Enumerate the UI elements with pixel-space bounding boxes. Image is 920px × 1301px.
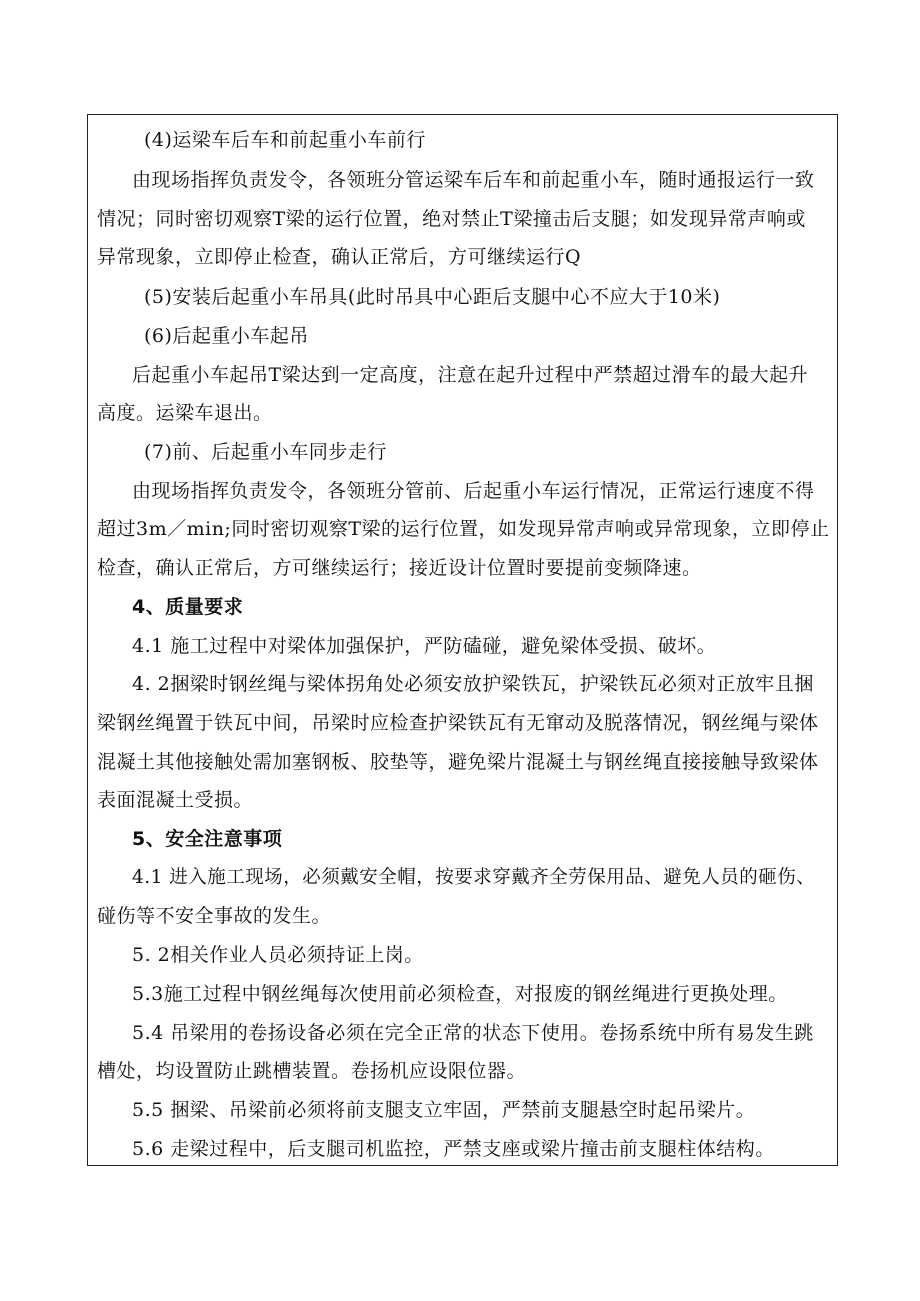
item-5-4-text-line-2: 槽处，均设置防止跳槽装置。卷扬机应设限位器。 (97, 1060, 527, 1082)
item-5-1-text-line-1: 4.1 进入施工现场，必须戴安全帽，按要求穿戴齐全劳保用品、避免人员的砸伤、 (132, 867, 816, 888)
step-7-text-line-3: 检查，确认正常后，方可继续运行；接近设计位置时要提前变频降速。 (97, 557, 702, 579)
item-4-2-text-line-1: 4. 2捆梁时钢丝绳与梁体拐角处必须安放护梁铁瓦，护梁铁瓦必须对正放牢且捆 (132, 673, 814, 695)
step-7-heading: (7)前、后起重小车同步走行 (144, 441, 387, 463)
step-4-heading: (4)运梁车后车和前起重小车前行 (144, 129, 426, 151)
item-5-3-text: 5.3施工过程中钢丝绳每次使用前必须检查，对报废的钢丝绳进行更换处理。 (132, 983, 788, 1005)
item-5-1-text-line-2: 碰伤等不安全事故的发生。 (97, 905, 332, 927)
item-5-4-text-line-1: 5.4 吊梁用的卷扬设备必须在完全正常的状态下使用。卷扬系统中所有易发生跳 (132, 1022, 814, 1044)
item-4-2-text-line-3: 混凝土其他接触处需加塞钢板、胶垫等，避免梁片混凝土与钢丝绳直接接触导致梁体 (97, 751, 819, 773)
item-5-5-text: 5.5 捆梁、吊梁前必须将前支腿支立牢固，严禁前支腿悬空时起吊梁片。 (132, 1099, 756, 1121)
step-5-heading: (5)安装后起重小车吊具(此时吊具中心距后支腿中心不应大于10米) (144, 286, 721, 308)
step-6-text-line-2: 高度。运梁车退出。 (97, 402, 273, 424)
item-5-6-text: 5.6 走梁过程中，后支腿司机监控，严禁支座或梁片撞击前支腿柱体结构。 (132, 1138, 775, 1160)
step-7-text-line-2: 超过3m／min;同时密切观察T梁的运行位置，如发现异常声响或异常现象，立即停止 (97, 518, 830, 540)
item-4-2-text-line-2: 梁钢丝绳置于铁瓦中间，吊梁时应检查护梁铁瓦有无窜动及脱落情况，钢丝绳与梁体 (97, 712, 819, 734)
step-4-text-line-1: 由现场指挥负责发令，各领班分管运梁车后车和前起重小车，随时通报运行一致 (132, 169, 815, 191)
item-4-1-text: 4.1 施工过程中对梁体加强保护，严防磕碰，避免梁体受损、破坏。 (132, 635, 717, 657)
step-4-text-line-3: 异常现象，立即停止检查，确认正常后，方可继续运行Q (97, 246, 582, 268)
item-4-2-text-line-4: 表面混凝土受损。 (97, 789, 254, 811)
section-5-title: 5、安全注意事项 (132, 828, 283, 850)
step-4-text-line-2: 情况；同时密切观察T梁的运行位置，绝对禁止T梁撞击后支腿；如发现异常声响或 (97, 208, 806, 230)
step-7-text-line-1: 由现场指挥负责发令，各领班分管前、后起重小车运行情况，正常运行速度不得 (132, 480, 815, 502)
item-5-2-text: 5. 2相关作业人员必须持证上岗。 (132, 944, 424, 966)
step-6-text-line-1: 后起重小车起吊T梁达到一定高度，注意在起升过程中严禁超过滑车的最大起升 (132, 364, 809, 386)
section-4-title: 4、质量要求 (132, 596, 244, 618)
step-6-heading: (6)后起重小车起吊 (144, 325, 309, 347)
